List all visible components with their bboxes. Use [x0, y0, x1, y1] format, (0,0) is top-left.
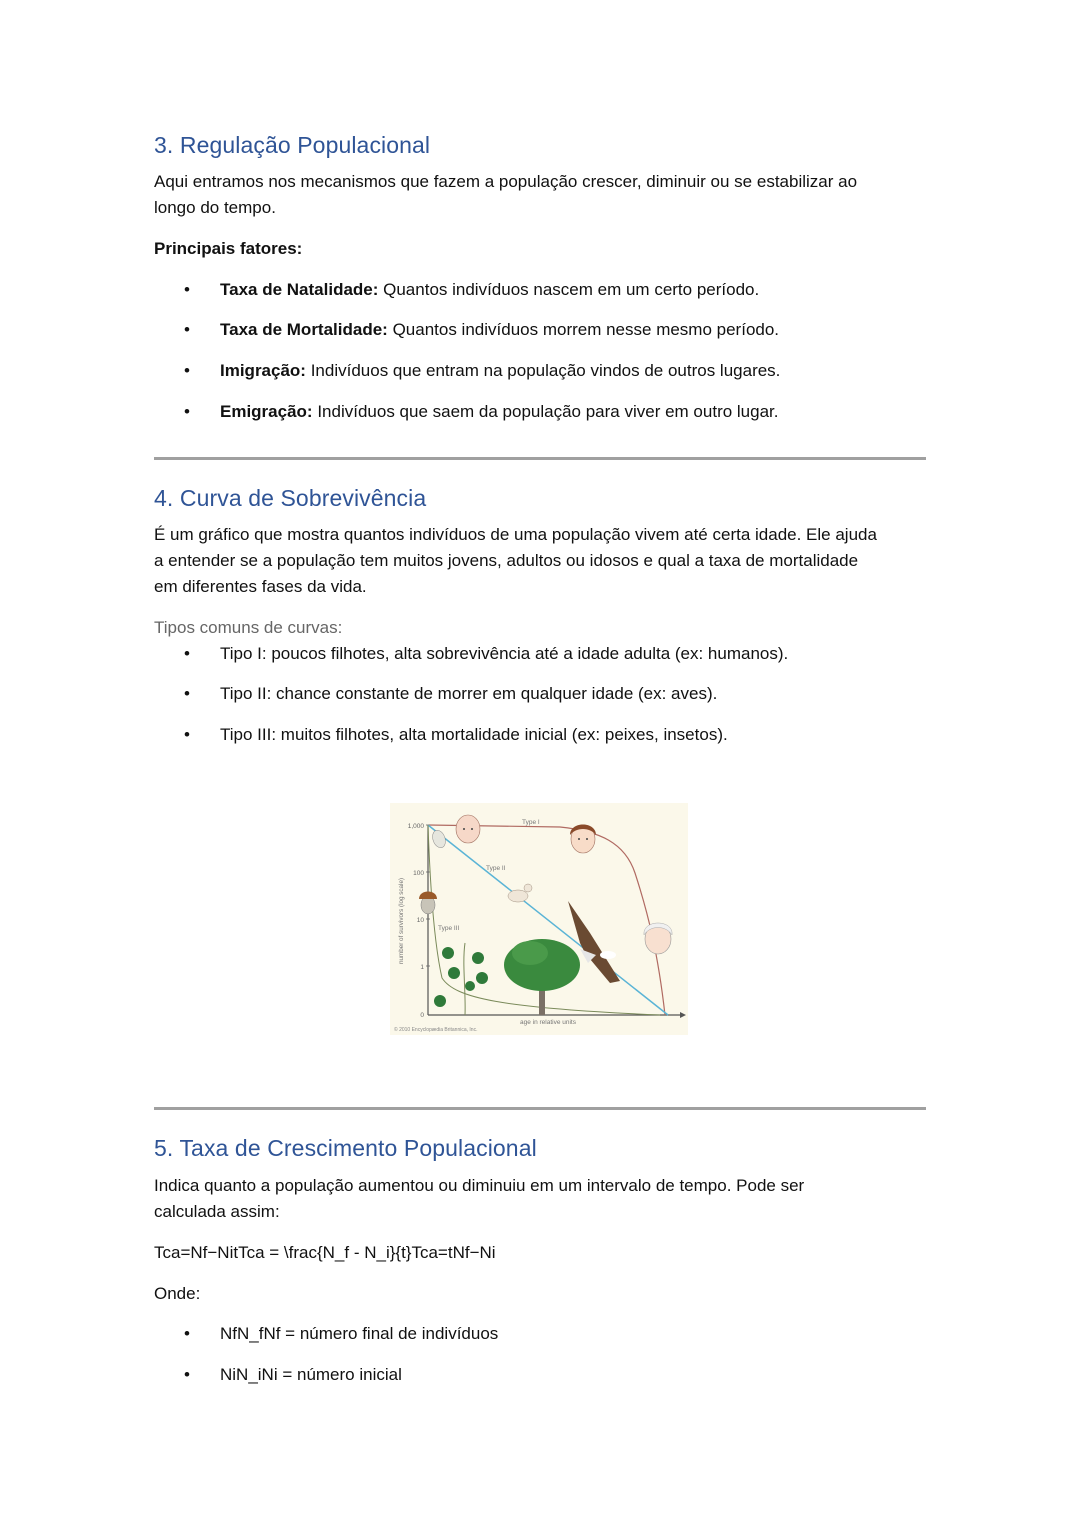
type-2-label: Type II	[486, 865, 506, 872]
section-3-intro-line-1: Aqui entramos nos mecanismos que fazem a população crescer, diminuir ou se estabilizar ao	[154, 172, 858, 191]
factor-desc: Indivíduos que saem da população para viver em outro lugar.	[312, 402, 779, 421]
survivorship-curve-figure	[390, 803, 688, 1035]
section-4-intro-line-3: em diferentes fases da vida.	[154, 577, 367, 596]
factor-desc: Indivíduos que entram na população vindos de outros lugares.	[305, 361, 781, 380]
bullet-icon: •	[184, 402, 190, 421]
bullet-icon: •	[184, 280, 190, 299]
section-4-title: 4. Curva de Sobrevivência	[154, 485, 427, 511]
curve-type-text: Tipo III: muitos filhotes, alta mortalidade inicial (ex: peixes, insetos).	[220, 725, 728, 744]
factor-desc: Quantos indivíduos morrem nesse mesmo período.	[387, 320, 780, 339]
section-divider	[154, 457, 926, 460]
factor-term: Taxa de Mortalidade:	[220, 320, 388, 339]
y-tick-label: 0	[420, 1012, 424, 1019]
factor-term: Emigração:	[220, 402, 313, 421]
bullet-icon: •	[184, 320, 190, 339]
factor-desc: Quantos indivíduos nascem em um certo período.	[378, 280, 760, 299]
y-tick-label: 1,000	[407, 823, 424, 830]
factors-heading: Principais fatores:	[154, 239, 303, 258]
bullet-icon: •	[184, 1365, 190, 1384]
bullet-icon: •	[184, 361, 190, 380]
curve-types-heading: Tipos comuns de curvas:	[154, 618, 343, 637]
curve-type-text: Tipo I: poucos filhotes, alta sobrevivência até a idade adulta (ex: humanos).	[220, 644, 789, 663]
growth-rate-formula: Tca=Nf−NitTca = \frac{N_f - N_i}{t}Tca=tNf−Ni	[154, 1243, 496, 1262]
y-tick-label: 10	[416, 917, 424, 924]
bullet-icon: •	[184, 725, 190, 744]
definition-text: NiN_iNi = número inicial	[220, 1365, 402, 1384]
section-4-intro-line-2: a entender se a população tem muitos jovens, adultos ou idosos e qual a taxa de mortalidade	[154, 551, 859, 570]
definition-text: NfN_fNf = número final de indivíduos	[220, 1324, 499, 1343]
section-5-title: 5. Taxa de Crescimento Populacional	[154, 1135, 537, 1161]
section-3-title: 3. Regulação Populacional	[154, 132, 431, 158]
where-label: Onde:	[154, 1284, 201, 1303]
survivorship-chart	[390, 803, 688, 1035]
bullet-icon: •	[184, 684, 190, 703]
bullet-icon: •	[184, 644, 190, 663]
factor-term: Taxa de Natalidade:	[220, 280, 379, 299]
factor-term: Imigração:	[220, 361, 306, 380]
type-1-label: Type I	[522, 819, 540, 826]
figure-credit: © 2010 Encyclopædia Britannica, Inc.	[394, 1027, 478, 1033]
baby-face-icon	[456, 815, 480, 843]
bullet-icon: •	[184, 1324, 190, 1343]
section-3-intro-line-2: longo do tempo.	[154, 198, 276, 217]
section-divider	[154, 1107, 926, 1110]
type-3-label: Type III	[438, 925, 460, 932]
section-5-intro-line-1: Indica quanto a população aumentou ou diminuiu em um intervalo de tempo. Pode ser	[154, 1176, 805, 1195]
y-tick-label: 1	[420, 964, 424, 971]
section-4-intro-line-1: É um gráfico que mostra quantos indivíduos de uma população vivem até certa idade. Ele ajuda	[154, 525, 877, 544]
y-tick-label: 100	[413, 870, 424, 877]
x-axis-label: age in relative units	[519, 1019, 577, 1026]
curve-type-text: Tipo II: chance constante de morrer em qualquer idade (ex: aves).	[220, 684, 718, 703]
section-5-intro-line-2: calculada assim:	[154, 1202, 280, 1221]
y-axis-label: number of survivors (log scale)	[398, 877, 405, 965]
